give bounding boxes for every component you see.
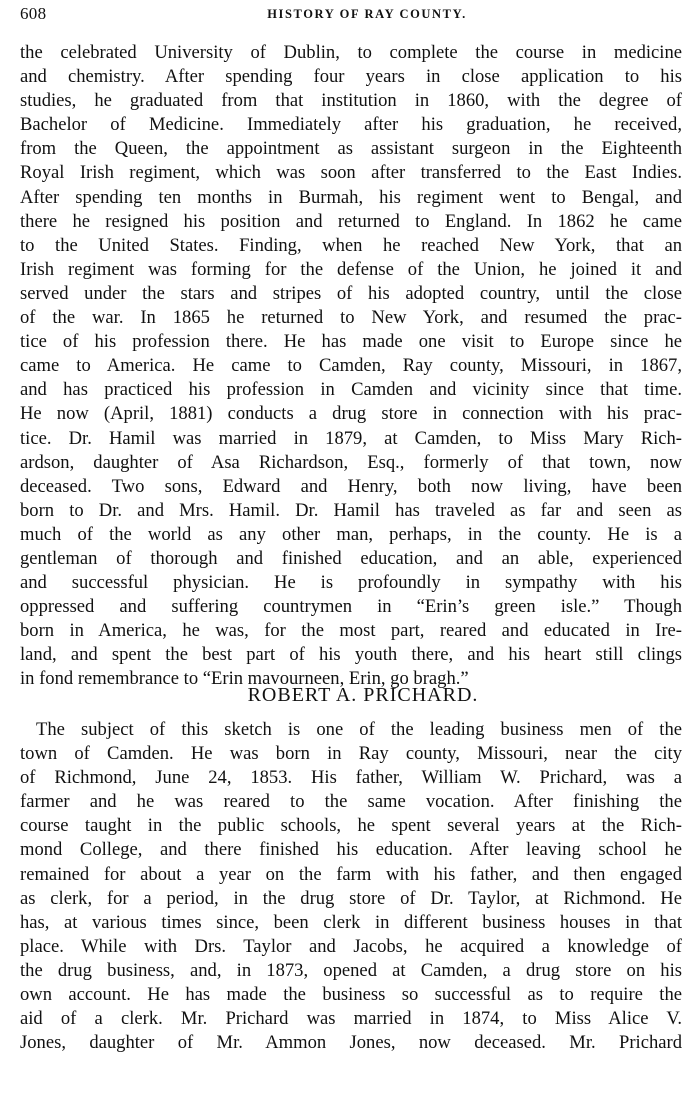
section-heading: ROBERT A. PRICHARD. xyxy=(247,684,479,706)
text-line: oppressed and suffering countrymen in “Erin’s green isle.” Though xyxy=(20,596,682,618)
text-line: remained for about a year on the farm with his father, and then engaged xyxy=(20,863,682,885)
text-line: from the Queen, the appointment as assistant surgeon in the Eighteenth xyxy=(20,138,682,160)
text-line: mond College, and there finished his education. After leaving school he xyxy=(20,839,682,861)
text-line: and chemistry. After spending four years in close application to his xyxy=(20,66,682,88)
running-title: HISTORY OF RAY COUNTY. xyxy=(267,7,467,21)
text-line: and successful physician. He is profoundly in sympathy with his xyxy=(20,572,682,594)
text-line: course taught in the public schools, he spent several years at the Rich- xyxy=(20,815,682,837)
text-line: of the war. In 1865 he returned to New York, and resumed the prac- xyxy=(20,307,682,329)
text-line: town of Camden. He was born in Ray county, Missouri, near the city xyxy=(20,743,682,765)
text-line: born to Dr. and Mrs. Hamil. Dr. Hamil has traveled as far and seen as xyxy=(20,499,682,521)
text-line: to the United States. Finding, when he reached New York, that an xyxy=(20,234,682,256)
text-line: He now (April, 1881) conducts a drug store in connection with his prac- xyxy=(20,403,682,425)
paragraph-prichard-biography xyxy=(20,718,682,1055)
text-line: as clerk, for a period, in the drug store of Dr. Taylor, at Richmond. He xyxy=(20,887,682,909)
text-line: in fond remembrance to “Erin mavourneen, Erin, go bragh.” xyxy=(20,668,469,690)
paragraph-hamil-biography xyxy=(20,41,682,692)
text-line: The subject of this sketch is one of the leading business men of the xyxy=(36,719,682,740)
text-line: farmer and he was reared to the same vocation. After finishing the xyxy=(20,791,682,813)
text-line: the drug business, and, in 1873, opened at Camden, a drug store on his xyxy=(20,959,682,981)
text-line: Jones, daughter of Mr. Ammon Jones, now deceased. Mr. Prichard xyxy=(20,1032,682,1054)
text-line: served under the stars and stripes of his adopted country, until the close xyxy=(20,282,682,304)
text-line: studies, he graduated from that institution in 1860, with the degree of xyxy=(20,90,682,112)
text-line: land, and spent the best part of his youth there, and his heart still clings xyxy=(20,644,682,666)
text-line: came to America. He came to Camden, Ray county, Missouri, in 1867, xyxy=(20,355,682,377)
text-line: of Richmond, June 24, 1853. His father, William W. Prichard, was a xyxy=(20,767,682,789)
text-line: Royal Irish regiment, which was soon after transferred to the East Indies. xyxy=(20,162,682,184)
text-line: Bachelor of Medicine. Immediately after his graduation, he received, xyxy=(20,114,682,136)
page-header xyxy=(20,4,684,26)
text-line: own account. He has made the business so successful as to require the xyxy=(20,984,682,1006)
text-line: tice. Dr. Hamil was married in 1879, at Camden, to Miss Mary Rich- xyxy=(20,427,682,449)
text-line: has, at various times since, been clerk in different business houses in that xyxy=(20,911,682,933)
text-line: place. While with Drs. Taylor and Jacobs, he acquired a knowledge of xyxy=(20,935,682,957)
text-line: deceased. Two sons, Edward and Henry, both now living, have been xyxy=(20,475,682,497)
text-line: much of the world as any other man, perhaps, in the county. He is a xyxy=(20,523,682,545)
text-line: ardson, daughter of Asa Richardson, Esq., formerly of that town, now xyxy=(20,451,682,473)
text-line: After spending ten months in Burmah, his regiment went to Bengal, and xyxy=(20,186,682,208)
text-line: the celebrated University of Dublin, to complete the course in medicine xyxy=(20,42,682,63)
text-line: and has practiced his profession in Camden and vicinity since that time. xyxy=(20,379,682,401)
text-line: tice of his profession there. He has made one visit to Europe since he xyxy=(20,331,682,353)
text-line: gentleman of thorough and finished education, and an able, experienced xyxy=(20,547,682,569)
text-line: aid of a clerk. Mr. Prichard was married in 1874, to Miss Alice V. xyxy=(20,1008,682,1030)
text-line: there he resigned his position and returned to England. In 1862 he came xyxy=(20,210,682,232)
text-line: Irish regiment was forming for the defense of the Union, he joined it and xyxy=(20,258,682,280)
text-line: born in America, he was, for the most part, reared and educated in Ire- xyxy=(20,620,682,642)
page-number: 608 xyxy=(20,4,47,23)
